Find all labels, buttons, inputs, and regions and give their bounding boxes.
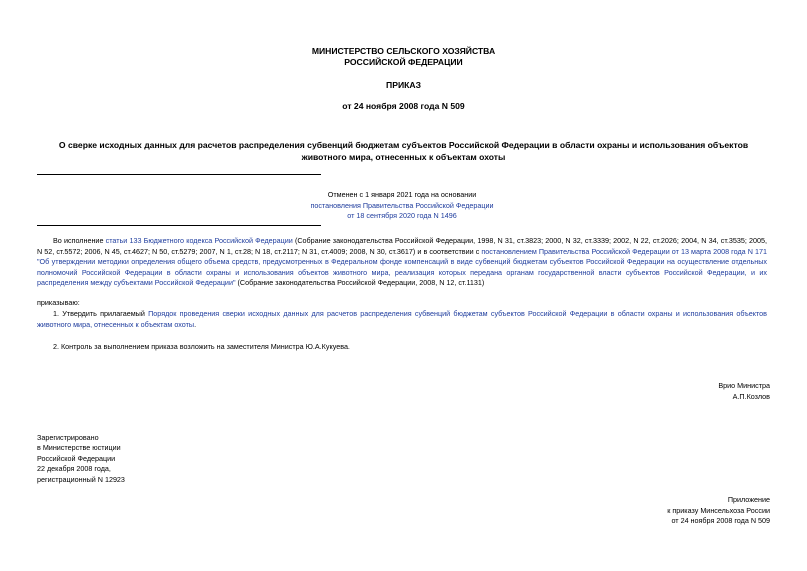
registration-line3: Российской Федерации — [37, 454, 116, 463]
document-date: от 24 ноября 2008 года N 509 — [342, 101, 465, 111]
cancel-note-text: Отменен с 1 января 2021 года на основании — [327, 190, 477, 199]
registration-line2: в Министерстве юстиции — [37, 443, 121, 452]
preamble-text-3: (Собрание законодательства Российской Федерации, 2008, N 12, ст.1131) — [235, 278, 485, 288]
document-title-line1: О сверке исходных данных для расчетов распределения субвенций бюджетам субъектов Российской Федерации в области охраны и использования объектов — [58, 140, 749, 150]
ministry-name-line1: МИНИСТЕРСТВО СЕЛЬСКОГО ХОЗЯЙСТВА — [311, 46, 496, 56]
order-item-2: 2. Контроль за выполнением приказа возложить на заместителя Министра Ю.А.Кукуева. — [53, 342, 350, 351]
registration-line1: Зарегистрировано — [37, 433, 99, 442]
registration-line5: регистрационный N 12923 — [37, 475, 125, 484]
separator-top — [37, 174, 321, 175]
order-item-1-text: 1. Утвердить прилагаемый — [53, 309, 149, 318]
verification-procedure-link[interactable]: Порядок проведения сверки исходных данных для расчетов распределения субвенций бюджетам субъектов Российской Федерации в области охраны и использования объектов животного мира, отнесенных к объектам охоты — [37, 309, 768, 329]
appendix-label: Приложение — [727, 495, 770, 504]
preamble-text-1: Во исполнение — [53, 236, 106, 245]
separator-bottom — [37, 225, 321, 226]
preamble-text-2: (Собрание законодательства Российской Федерации, 1998, N 31, ст.3823; 2000, N 32, ст.3339; 2002, N 22, ст.2026; 2004, N 34, ст.3535; 2005, N 52, ст.5572; 2006, N 45, ст.4627; N 50, ст.5279; 2007, N 1, ст.28; N 18, ст.2117; N 31, ст.4009; 2008, N 30, ст.3617) и в соответствии с — [37, 236, 767, 256]
signatory-position: Врио Министра — [718, 381, 770, 390]
order-item-1 — [37, 309, 767, 330]
order-word: приказываю: — [37, 298, 80, 307]
ministry-name-line2: РОССИЙСКОЙ ФЕДЕРАЦИИ — [344, 57, 463, 67]
cancel-note-link-line1[interactable]: постановления Правительства Российской Федерации — [310, 201, 494, 210]
signatory-name: А.П.Козлов — [732, 392, 770, 401]
document-type: ПРИКАЗ — [386, 80, 421, 90]
document-title-line2: животного мира, отнесенных к объектам охоты — [301, 152, 506, 162]
cancel-note-link-line2[interactable]: от 18 сентября 2020 года N 1496 — [347, 211, 457, 220]
registration-line4: 22 декабря 2008 года, — [37, 464, 111, 473]
government-resolution-link[interactable]: постановлением Правительства Российской Федерации от 13 марта 2008 года N 171 "Об утверждении методики определения общего объема средств, предусмотренных в Федеральном фонде компенсаций в виде субвенций бюджетам субъектов Российской Федерации на осуществление отдельных полномочий Российской Федерации в области охраны и использования объектов животного мира, реализация которых передана органам государственной власти субъектов Российской Федерации, и их распределения между субъектами Российской Федерации" — [37, 246, 768, 288]
order-item-1-end: . — [194, 319, 197, 329]
preamble-paragraph — [37, 236, 767, 289]
appendix-date: от 24 ноября 2008 года N 509 — [671, 516, 770, 525]
appendix-ref: к приказу Минсельхоза России — [667, 506, 770, 515]
budget-code-article-link[interactable]: статьи 133 Бюджетного кодекса Российской Федерации — [105, 236, 293, 245]
